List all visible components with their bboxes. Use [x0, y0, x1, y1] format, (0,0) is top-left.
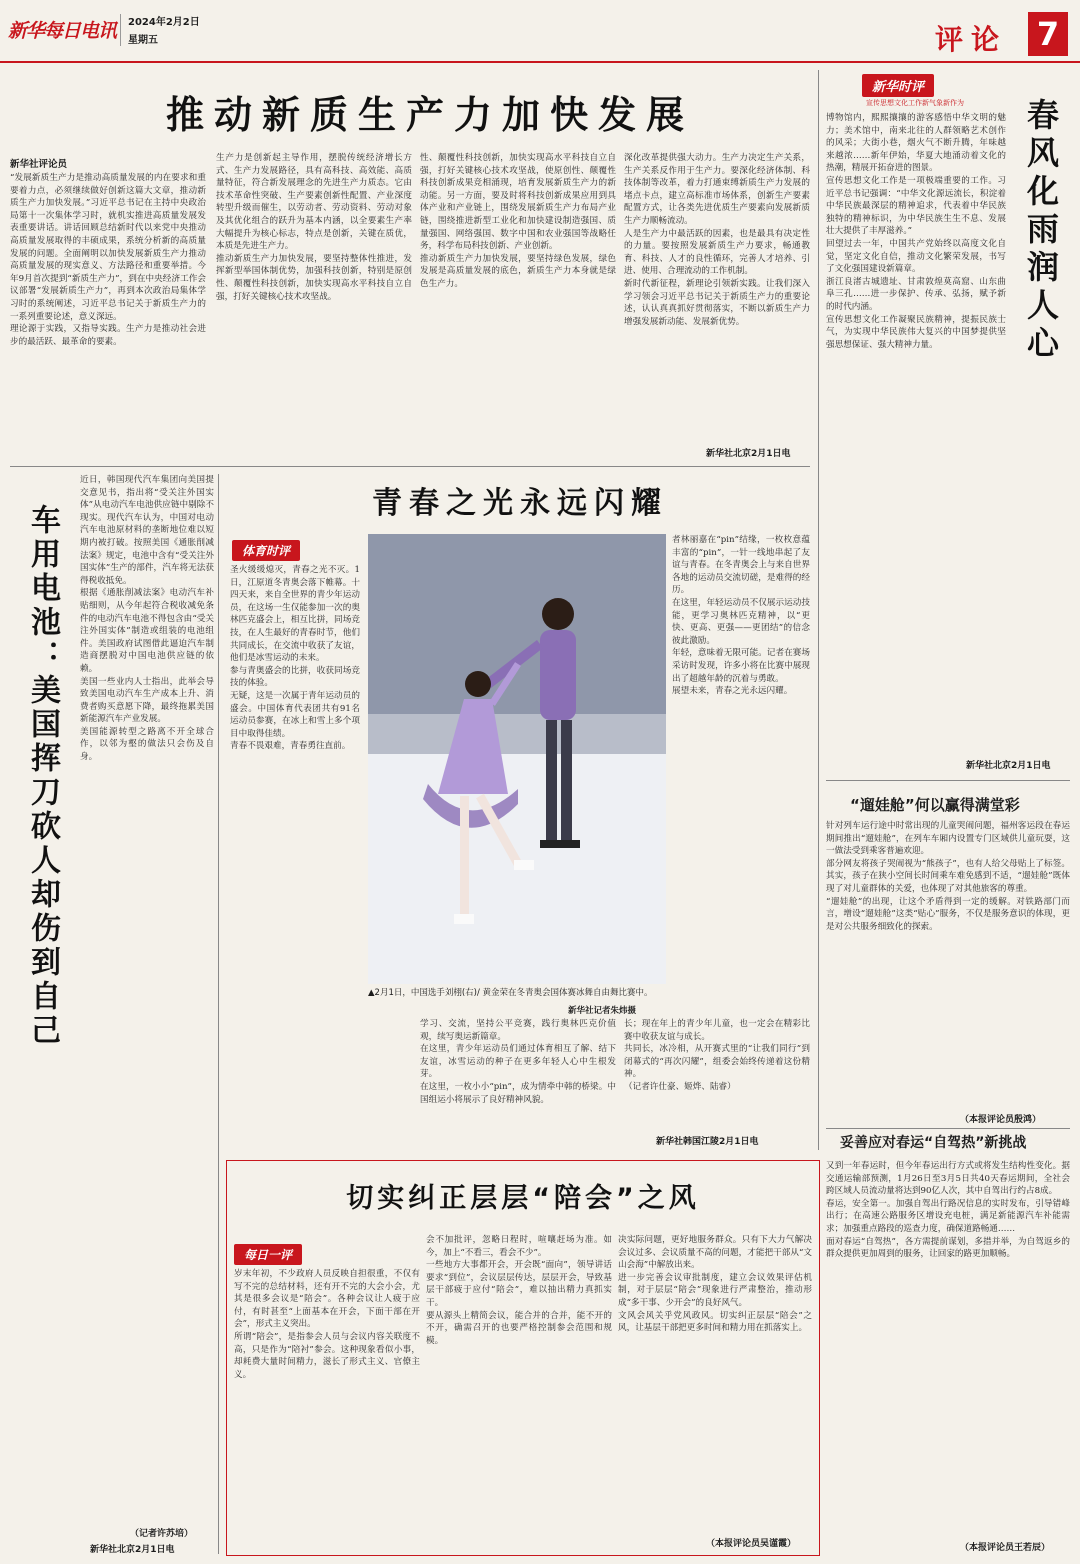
left-column-divider — [218, 474, 219, 1554]
page-number: 7 — [1036, 15, 1060, 53]
left-bottom-text-cont — [10, 1096, 214, 1526]
xinhua-commentary-tag: 新华时评 — [862, 74, 934, 97]
daily-commentary-tag: 每日一评 — [234, 1244, 302, 1265]
daily-column-1: 岁末年初，不少政府人员反映自担很重，不仅有写不完的总结材料，还有开不完的大会小会，尤其是很多会议是“陪会”。各种会议让人疲于应付，有时甚至“上面基本在开会，下面干部在开会”，形式主义突出。 所谓“陪会”，是指参会人员与会议内容关联度不高，只是作为“陪衬”参会。这种现象看似小事，却耗费大量时间精力，滋长了形式主义、官僚主义。 — [234, 1269, 420, 1380]
figure-skating-photo — [368, 534, 666, 984]
lead-column-4: 深化改革提供强大动力。生产力决定生产关系，生产关系反作用于生产力。要深化经济体制、科技体制等改革，着力打通束缚新质生产力发展的堵点卡点，建立高标准市场体系，创新生产要素配置方式，让各类先进优质生产要素向发展新质生产力顺畅流动。 人是生产力中最活跃的因素，也是最具有决定性的力量。要按照发展新质生产力要求，畅通教育、科技、人才的良性循环，完善人才培养、引进、使用、合理流动的工作机制。 新时代新征程，新理论引领新实践。让我们深入学习领会习近平总书记关于新质生产力的重要论述，认认真真抓好贯彻落实，不断以新质生产力增强发展新动能、发展新优势。 — [624, 153, 810, 327]
lead-column-1: “发展新质生产力是推动高质量发展的内在要求和重要着力点，必须继续做好创新这篇大文章，推动新质生产力加快发展。”习近平总书记在主持中央政治局第十一次集体学习时，就机实推进高质量发展发表重要讲话。讲话回顾总结新时代以来党中央推动高质量发展取得的丰硕成果，系统分析新的高质量发展的问题。全面阐明以加快发展新质生产力推动高质量发展的现实意义、方法路径和重要举措。今年9月首次提到“新质生产力”，到在中央经济工作会议部署“发展新质生产力”，再到本次政治局集体学习时的系统阐述，习近平总书记关于新质生产力的一系列重要论述，意义深远。 理论源于实践，又指导实践。生产力是推动社会进步的最活跃、最革命的要素。 — [10, 173, 206, 347]
left-bottom-text: 近日，韩国现代汽车集团向美国提交意见书，指出将“受关注外国实体”从电动汽车电池供应链中剔除不现实。现代汽车认为，中国对电动汽车电池原材料的垄断地位难以短期内被打破。按照美国《通胀削减法案》规定，电池中含有“受关注外国实体”生产的部件，汽车将无法获得税收抵免。 根据《通胀削减法案》电动汽车补贴细则，从今年起符合税收减免条件的电动汽车电池不得包含由“受关注外国实体”制造或组装的电池组件。美国政府试图借此逼迫汽车制造商摆脱对中国电池供应链的依赖。 美国一些业内人士指出，此举会导致美国电动汽车生产成本上升、消费者购买意愿下降，最终拖累美国新能源汽车产业发展。 美国能源转型之路离不开全球合作，以邻为壑的做法只会伤及自身。 — [80, 475, 214, 763]
section-name: 评论 — [935, 23, 1008, 56]
left-bottom-reporter: （记者许苏培） — [130, 1529, 194, 1539]
side-mid-credit: （本报评论员殷鸿） — [960, 1115, 1042, 1125]
issue-weekday: 星期五 — [128, 35, 158, 46]
skaters-illustration — [368, 534, 666, 984]
left-bottom-credit: 新华社北京2月1日电 — [90, 1545, 175, 1555]
side-bottom-title: 妥善应对春运“自驾热”新挑战 — [840, 1135, 1027, 1151]
paper-logo: 新华每日电讯 — [8, 20, 117, 42]
left-bottom-title: 车用电池：美国挥刀砍人却伤到自己 — [25, 504, 60, 1048]
sports-column-3: 学习、交流，坚持公平竞赛，践行奥林匹克价值观，续写奥运新篇章。 在这里，青少年运动员们通过体育相互了解、结下友谊，冰雪运动的种子在更多年轻人心中生根发芽。 在这里，一枚小小“pin”，成为情牵中韩的桥梁。中国组运小将展示了良好精神风貌。 — [420, 1019, 616, 1105]
daily-column-3: 决实际问题，更好地服务群众。只有下大力气解决会议过多、会议质量不高的问题，才能把干部从“文山会海”中解放出来。 进一步完善会议审批制度，建立会议效果评估机制，对于层层“陪会”现象进行严肃整治，推动形成“多干事、少开会”的良好风气。 文风会风关乎党风政风。切实纠正层层“陪会”之风，让基层干部把更多时间和精力用在抓落实上。 — [618, 1235, 812, 1334]
daily-column-2: 会不加批评，忽略日程时，喧嚷赶场为准。如今，加上“不看三，看会不少”。 一些地方大事都开会，开会既“面向”，领导讲话要求“到位”，会议层层传达，层层开会，导致基层干部疲于应付“陪会”，难以抽出精力真抓实干。 要从源头上精简会议，能合并的合并，能不开的不开，确需召开的也要严格控制参会范围和规模。 — [426, 1235, 612, 1346]
side-mid-text: 针对列车运行途中时常出现的儿童哭闹问题，福州客运段在春运期间推出“遛娃舱”，在列车车厢内设置专门区域供儿童玩耍，这一做法受到乘客普遍欢迎。 部分网友将孩子哭闹视为“熊孩子”，也有人给父母贴上了标签。其实，孩子在狭小空间长时间乘车难免感到不适，“遛娃舱”既体现了对儿童群体的关爱，也体现了对其他旅客的尊重。 “遛娃舱”的出现，让这个矛盾得到一定的缓解。对铁路部门而言，增设“遛娃舱”这类“贴心”服务，不仅是服务意识的体现，更是对公共服务细致化的探索。 — [826, 821, 1070, 932]
side-bottom-credit: （本报评论员王若辰） — [960, 1543, 1051, 1553]
side-top-text: 博物馆内，熙熙攘攘的游客感悟中华文明的魅力；美术馆中，南来北往的人群领略艺术创作的风采；大街小巷，烟火气不断升腾，年味越来越浓……新年伊始，华夏大地涌动着文化的热潮，精展开拓奋进的图景。 宣传思想文化工作是一项极端重要的工作。习近平总书记强调：“中华文化源远流长，积淀着中华民族最深层的精神追求，代表着中华民族独特的精神标识，为中华民族生生不息、发展壮大提供了丰厚滋养。” 回望过去一年，中国共产党始终以高度文化自觉，坚定文化自信，推动文化繁荣发展，书写了文化强国建设新篇章。 浙江良渚古城遗址、甘肃敦煌莫高窟、山东曲阜三孔……进一步保护、传承、弘扬，赋予新的时代内涵。 宣传思想文化工作凝聚民族精神，提振民族士气，为实现中华民族伟大复兴的中国梦提供坚强思想保证、强大精神力量。 — [826, 113, 1006, 350]
lead-bottom-rule — [10, 466, 810, 467]
sports-commentary-tag: 体育时评 — [232, 540, 300, 561]
xinhua-commentary-subtitle: 宣传思想文化工作新气象新作为 — [866, 99, 964, 107]
daily-headline: 切实纠正层层“陪会”之风 — [346, 1183, 700, 1214]
sports-column-1: 圣火缓缓熄灭，青春之光不灭。1日，江原道冬青奥会落下帷幕。十四天来，来自全世界的青少年运动员，在这场一生仅能参加一次的奥林匹克盛会上，相互比拼，同场竞技，在人生最好的青春时节，他们共同成长，在交流中收获了友谊，他们是冰雪运动的未来。 参与青奥盛会的比拼，收获同场竞技的体验。 无疑，这是一次属于青年运动员的盛会。中国体育代表团共有91名运动员参赛，在冰上和雪上多个项目中取得佳绩。 青春不畏艰难，青春勇往直前。 — [230, 565, 360, 752]
side-top-credit: 新华社北京2月1日电 — [966, 761, 1051, 771]
lead-column-3: 性、颠覆性科技创新，加快实现高水平科技自立自强，打好关键核心技术攻坚战，使原创性、颠覆性科技创新成果竞相涌现，培育发展新质生产力的新动能。另一方面，要及时将科技创新成果应用到具体产业和产业链上，围绕发展新质生产力布局产业链，围绕推进新型工业化和加快建设制造强国、质量强国、网络强国、数字中国和农业强国等战略任务，科学布局科技创新、产业创新。 推动新质生产力加快发展，要坚持绿色发展，绿色发展是高质量发展的底色，新质生产力本身就是绿色生产力。 — [420, 153, 616, 289]
side-bottom-text: 又到一年春运时，但今年春运出行方式或将发生结构性变化。据交通运输部预测，1月26日至3月5日共40天春运期间，全社会跨区域人员流动量将达到90亿人次，其中自驾出行约占8成。 春运，安全第一。加强自驾出行路况信息的实时发布，引导错峰出行；在高速公路服务区增设充电桩，满足新能源汽车补能需求；加强重点路段的巡查力度，确保道路畅通…… 面对春运“自驾热”，各方需提前谋划，多措并举，为自驾返乡的群众提供更加周到的服务，让回家的路更加顺畅。 — [826, 1161, 1070, 1260]
photo-credit: 新华社记者朱炜摄 — [568, 1006, 637, 1016]
lead-headline: 推动新质生产力加快发展 — [165, 93, 694, 137]
sports-column-2: 者林丽嘉在“pin”结缘，一枚枚意蕴丰富的“pin”，一针一线地串起了友谊与青春。在冬青奥会上与来自世界各地的运动员交流切磋，是难得的经历。 在这里，年轻运动员不仅展示运动技能，更学习奥林匹克精神，以“更快、更高、更强——更团结”的信念彼此激励。 年轻，意味着无限可能。记者在赛场采访时发现，许多小将在比赛中展现出了超越年龄的沉着与勇敢。 展望未来，青春之光永远闪耀。 — [672, 535, 810, 697]
side-mid-title: “遛娃舱”何以赢得满堂彩 — [850, 796, 1020, 814]
photo-caption: ▲2月1日，中国选手刘栩(右)/ 黄金荣在冬青奥会国体赛冰舞自由舞比赛中。 — [368, 988, 653, 998]
daily-credit: （本报评论员吴谨霞） — [706, 1539, 797, 1549]
masthead — [0, 0, 1080, 62]
sports-headline: 青春之光永远闪耀 — [372, 486, 668, 521]
sports-credit: 新华社韩国江陵2月1日电 — [656, 1137, 759, 1147]
lead-column-2: 生产力是创新起主导作用，摆脱传统经济增长方式、生产力发展路径，具有高科技、高效能、高质量特征，符合新发展理念的先进生产力质态。它由技术革命性突破、生产要素创新性配置、产业深度转型升级而催生，以劳动者、劳动资料、劳动对象及其优化组合的跃升为基本内涵，以全要素生产率大幅提升为核心标志，特点是创新，关键在质优，本质是先进生产力。 推动新质生产力加快发展，要坚持整体性推进，发挥新型举国体制优势，加强科技创新，特别是原创性、颠覆性科技创新，加快实现高水平科技自立自强，打好关键核心技术攻坚战。 — [216, 153, 412, 302]
lead-byline: 新华社评论员 — [10, 159, 68, 170]
sports-column-4: 长；现在年上的青少年儿童，也一定会在精彩比赛中收获友谊与成长。 共同长，冰冷相，从开赛式里的“让我们同行”到闭幕式的“再次闪耀”，组委会始终传递着这份精神。 （记者许仕豪、姬烨、陆睿） — [624, 1019, 810, 1092]
side-mid-rule — [826, 1128, 1070, 1129]
side-top-text-cont — [826, 400, 1066, 740]
side-top-title: 春风化雨润人心 — [1022, 98, 1060, 364]
page-number-box — [1028, 12, 1068, 56]
header-rule — [0, 61, 1080, 63]
side-top-rule — [826, 780, 1070, 781]
right-column-divider — [818, 70, 819, 1150]
issue-date: 2024年2月2日 — [128, 17, 200, 28]
lead-credit: 新华社北京2月1日电 — [706, 449, 791, 459]
